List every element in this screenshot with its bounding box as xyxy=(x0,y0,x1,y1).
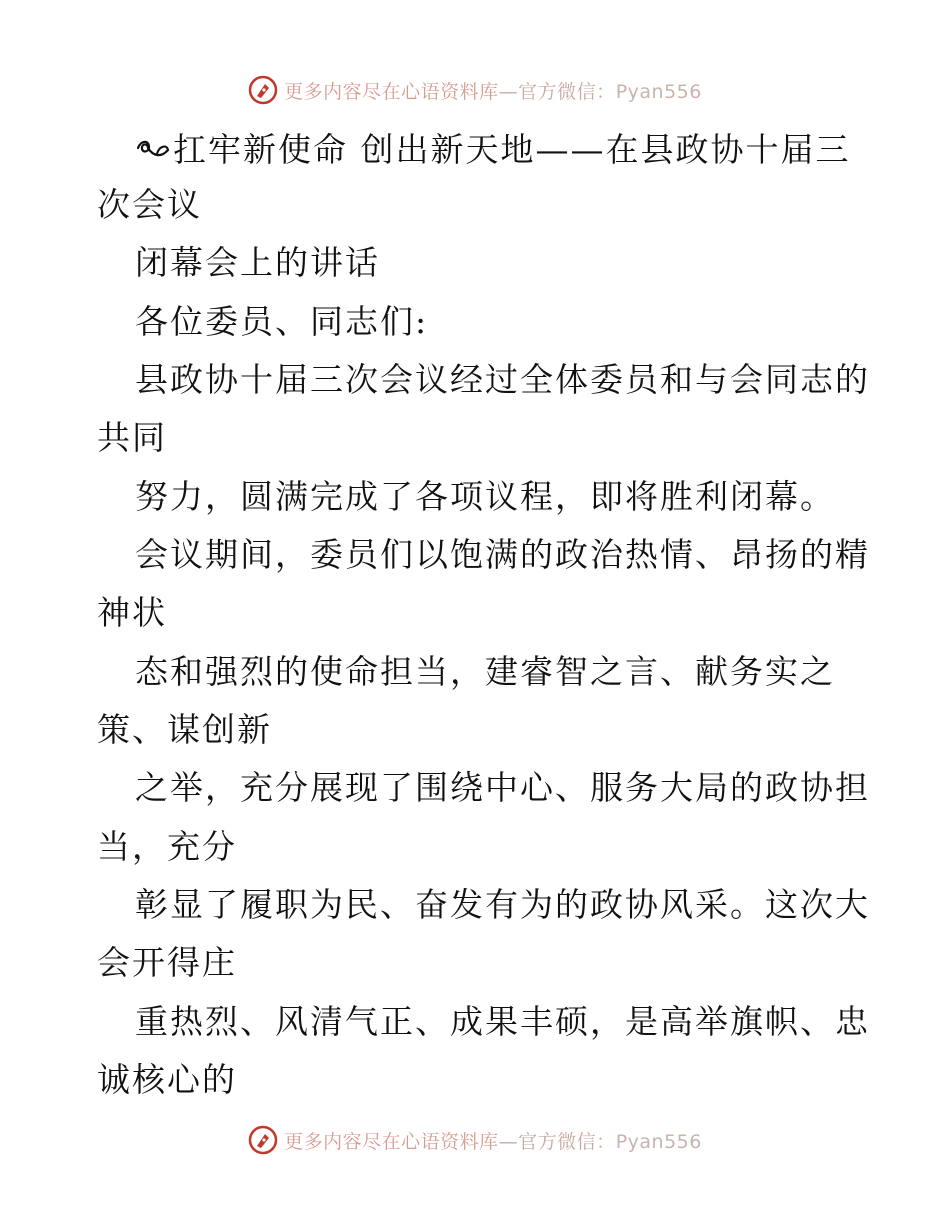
body-line: 彰显了履职为民、奋发有为的政协风采。这次大 xyxy=(135,885,870,924)
footer-watermark xyxy=(0,1120,950,1160)
body-line: 当，充分 xyxy=(97,827,237,866)
watermark-handle: Pyan556 xyxy=(615,80,702,103)
title-line-3: 闭幕会上的讲话 xyxy=(135,243,380,282)
body-line: 之举，充分展现了围绕中心、服务大局的政协担 xyxy=(135,768,870,807)
title-line-2: 次会议 xyxy=(97,185,202,224)
title-line-1 xyxy=(135,130,851,170)
watermark-separator: — xyxy=(498,1130,519,1153)
pen-nib-seal-icon xyxy=(248,1125,278,1155)
body-line: 诚核心的 xyxy=(97,1060,237,1099)
watermark-handle: Pyan556 xyxy=(615,1130,702,1153)
body-line: 神状 xyxy=(97,593,167,632)
body-line: 努力，圆满完成了各项议程，即将胜利闭幕。 xyxy=(135,477,835,516)
body-line: 会议期间，委员们以饱满的政治热情、昂扬的精 xyxy=(135,535,870,574)
watermark-label: 官方微信： xyxy=(518,1130,616,1153)
watermark-label: 官方微信： xyxy=(518,80,616,103)
watermark-separator: — xyxy=(498,80,519,103)
watermark-text xyxy=(284,1127,702,1154)
title-text-1: 扛牢新使命 创出新天地——在县政协十届三 xyxy=(173,130,851,169)
body-line: 共同 xyxy=(97,418,167,457)
body-line: 会开得庄 xyxy=(97,943,237,982)
flourish-bullet-icon xyxy=(135,136,171,164)
body-line: 态和强烈的使命担当，建睿智之言、献务实之 xyxy=(135,652,835,691)
body-line: 策、谋创新 xyxy=(97,710,272,749)
watermark-brand: 更多内容尽在心语资料库 xyxy=(284,1130,499,1153)
body-line: 重热烈、风清气正、成果丰硕，是高举旗帜、忠 xyxy=(135,1002,870,1041)
body-line: 县政协十届三次会议经过全体委员和与会同志的 xyxy=(135,360,870,399)
salutation: 各位委员、同志们: xyxy=(135,302,429,341)
watermark-brand: 更多内容尽在心语资料库 xyxy=(284,80,499,103)
